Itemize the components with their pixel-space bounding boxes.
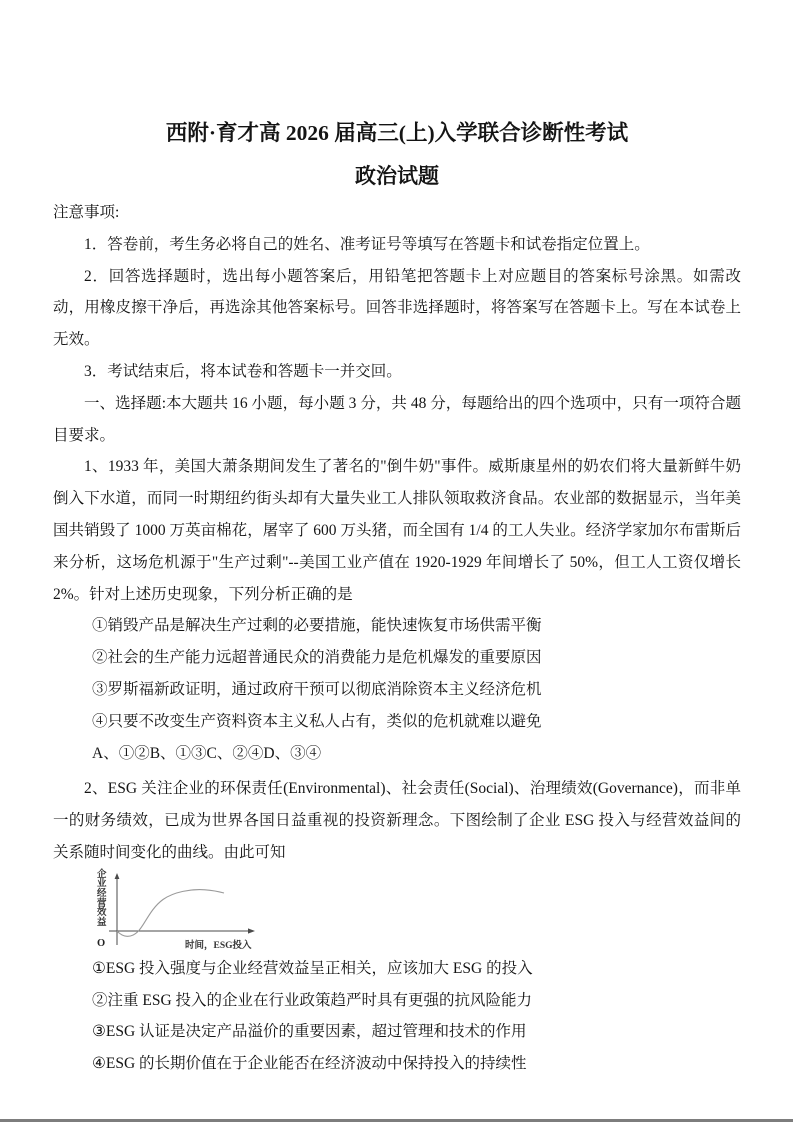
- question-2: [53, 773, 741, 1080]
- section-heading: 一、选择题:本大题共 16 小题，每小题 3 分，共 48 分，每题给出的四个选项中，只有一项符合题目要求。: [53, 394, 741, 444]
- question-1-answer-choices: A、①②B、①③C、②④D、③④: [92, 744, 322, 762]
- question-2-option-1: ①ESG 投入强度与企业经营效益呈正相关，应该加大 ESG 的投入: [92, 959, 533, 977]
- question-2-option-2: ②注重 ESG 投入的企业在行业政策趋严时具有更强的抗风险能力: [92, 991, 533, 1009]
- question-2-stem: 2、ESG 关注企业的环保责任(Environmental)、社会责任(Social)、治理绩效(Governance)，而非单一的财务绩效，已成为世界各国日益重视的投资新理念。下图绘制了企业 ESG 投入与经营效益间的关系随时间变化的曲线。由此可知: [53, 780, 741, 861]
- chart-y-axis-label: 企业经营效益: [97, 869, 107, 928]
- question-2-option-4: ④ESG 的长期价值在于企业能否在经济波动中保持投入的持续性: [92, 1055, 527, 1073]
- notice-item-3: 3．考试结束后，将本试卷和答题卡一并交回。: [84, 362, 402, 380]
- chart-curve: [117, 889, 224, 936]
- esg-benefit-chart: [97, 871, 257, 949]
- question-1-option-4: ④只要不改变生产资料资本主义私人占有，类似的危机就难以避免: [92, 712, 542, 730]
- notice-heading: 注意事项:: [53, 204, 120, 221]
- question-2-option-3: ③ESG 认证是决定产品溢价的重要因素，超过管理和技术的作用: [92, 1023, 527, 1041]
- question-1-option-2: ②社会的生产能力远超普通民众的消费能力是危机爆发的重要原因: [92, 649, 542, 667]
- chart-y-axis-arrow-icon: [115, 873, 120, 879]
- notice-section: [53, 197, 741, 388]
- notice-item-2: 2．回答选择题时，选出每小题答案后，用铅笔把答题卡上对应题目的答案标号涂黑。如需改动，用橡皮擦干净后，再选涂其他答案标号。回答非选择题时，将答案写在答题卡上。写在本试卷上无效。: [53, 267, 741, 349]
- page-subtitle: 政治试题: [355, 164, 439, 188]
- question-1-stem: 1、1933 年，美国大萧条期间发生了著名的"倒牛奶"事件。威斯康星州的奶农们将大量新鲜牛奶倒入下水道，而同一时期纽约街头却有大量失业工人排队领取救济食品。农业部的数据显示，当年美国共销毁了 1000 万英亩棉花，屠宰了 600 万头猪，而全国有 1/4 的工人失业。经济学家加尔布雷斯后来分析，这场危机源于"生产过剩"--美国工业产值在 1920-1929 年间增长了 50%，但工人工资仅增长 2%。针对上述历史现象，下列分析正确的是: [53, 458, 741, 603]
- notice-item-1: 1．答卷前，考生务必将自己的姓名、准考证号等填写在答题卡和试卷指定位置上。: [84, 235, 650, 253]
- question-1-option-1: ①销毁产品是解决生产过剩的必要措施，能快速恢复市场供需平衡: [92, 617, 542, 635]
- chart-x-axis-label: 时间，ESG投入: [185, 940, 252, 951]
- question-1: [53, 451, 741, 769]
- multiple-choice-section: [53, 388, 741, 1080]
- page-title: 西附·育才高 2026 届高三(上)入学联合诊断性考试: [165, 121, 629, 145]
- question-1-option-3: ③罗斯福新政证明，通过政府干预可以彻底消除资本主义经济危机: [92, 680, 542, 698]
- chart-origin-label: O: [97, 937, 106, 949]
